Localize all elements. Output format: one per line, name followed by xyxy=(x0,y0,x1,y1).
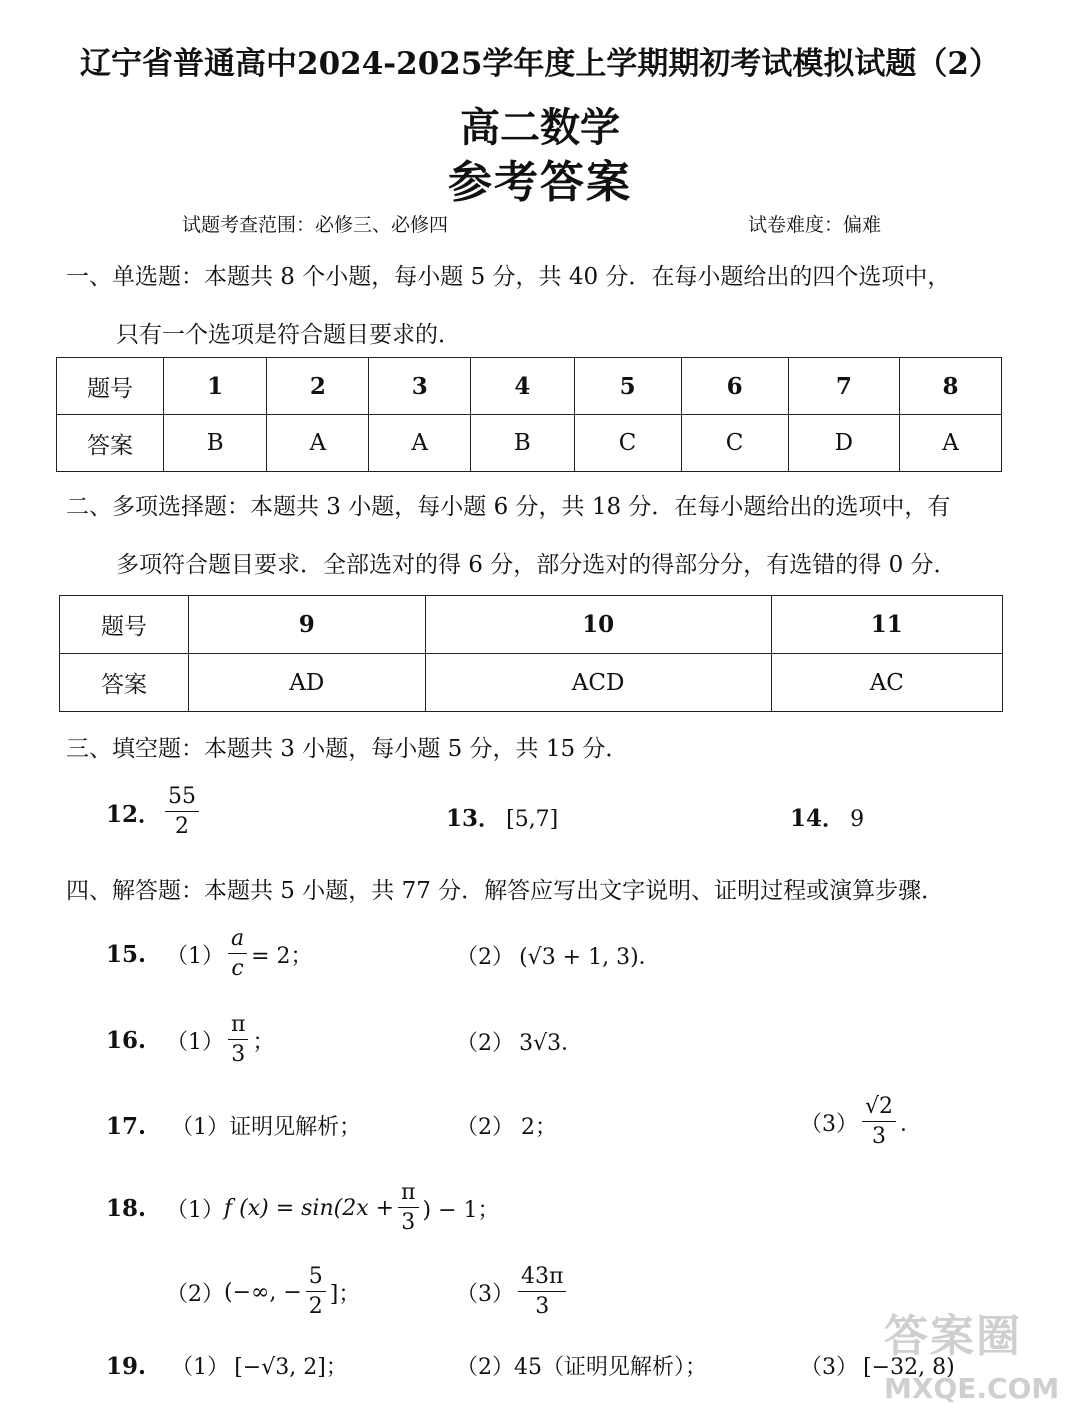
answer-value: [−32, 8) xyxy=(863,1355,955,1380)
answer-value: （2） 2； xyxy=(456,1115,557,1140)
answer-q17-part3 xyxy=(800,1096,922,1148)
section3-instructions: 三、填空题：本题共 3 小题，每小题 5 分，共 15 分． xyxy=(66,736,629,762)
question-number-cell: 5 xyxy=(574,358,681,415)
formula-rest: ) − 1； xyxy=(422,1197,500,1223)
question-number: 16. xyxy=(106,1026,147,1054)
answer-cell: A xyxy=(267,415,369,472)
question-number-cell: 2 xyxy=(267,358,369,415)
question-number-cell: 8 xyxy=(900,358,1002,415)
part-label: （3） xyxy=(456,1281,514,1307)
exam-scope: 试题考查范围：必修三、必修四 xyxy=(182,214,449,236)
question-number: 13． xyxy=(446,805,502,832)
question-number: 19. xyxy=(106,1353,147,1380)
section4-instructions: 四、解答题：本题共 5 小题，共 77 分．解答应写出文字说明、证明过程或演算步骤． xyxy=(66,878,945,904)
header-cell-number: 题号 xyxy=(57,358,164,415)
multi-choice-answer-table xyxy=(59,595,1003,712)
answer-q16-part2 xyxy=(456,1026,583,1057)
denominator: 3 xyxy=(231,1042,246,1067)
answer-value: [−√3, 2]； xyxy=(234,1355,348,1380)
question-number-cell: 9 xyxy=(189,596,426,654)
numerator: 55 xyxy=(165,786,199,812)
denominator: 2 xyxy=(175,814,190,839)
part-label: （2） xyxy=(456,1031,514,1056)
answer-value: （1）证明见解析； xyxy=(171,1115,362,1140)
formula-rest: ]； xyxy=(329,1281,361,1307)
answer-cell: C xyxy=(574,415,681,472)
answer-q18-part1 xyxy=(106,1182,500,1234)
watermark-url: MXQE.COM xyxy=(884,1372,1060,1405)
exam-difficulty: 试卷难度：偏难 xyxy=(748,214,882,236)
single-choice-answer-table xyxy=(56,357,1002,472)
fraction xyxy=(862,1096,896,1148)
question-number: 18. xyxy=(106,1194,147,1222)
section1-instructions-line1: 一、单选题：本题共 8 个小题，每小题 5 分，共 40 分．在每小题给出的四个选项中， xyxy=(66,264,951,290)
section1-instructions-line2: 只有一个选项是符合题目要求的． xyxy=(116,322,461,348)
numerator: a xyxy=(228,928,247,954)
answer-cell: B xyxy=(471,415,574,472)
formula-lhs: (−∞, − xyxy=(224,1279,302,1305)
header-cell-number: 题号 xyxy=(60,596,189,654)
question-number-cell: 7 xyxy=(788,358,899,415)
numerator: π xyxy=(228,1014,248,1040)
answer-cell: A xyxy=(369,415,471,472)
fraction xyxy=(306,1266,326,1318)
answer-q19-part2 xyxy=(456,1350,707,1381)
numerator: 5 xyxy=(306,1266,326,1292)
part-label: （1） xyxy=(171,1355,230,1380)
header-cell-answer: 答案 xyxy=(60,654,189,712)
part-label: （1） xyxy=(166,1029,224,1055)
section2-instructions-line2: 多项符合题目要求．全部选对的得 6 分，部分选对的得部分分，有选错的得 0 分． xyxy=(116,552,957,578)
answer-value: （2）45（证明见解析）； xyxy=(456,1355,707,1380)
question-number-cell: 1 xyxy=(164,358,267,415)
question-number-cell: 11 xyxy=(771,596,1002,654)
answer-q17-part2 xyxy=(456,1110,557,1141)
question-number-cell: 6 xyxy=(681,358,788,415)
denominator: c xyxy=(231,956,244,981)
answer-q19-part1 xyxy=(106,1350,348,1381)
formula-lhs: f (x) = sin(2x + xyxy=(224,1195,395,1221)
table-row xyxy=(57,415,1002,472)
numerator: π xyxy=(398,1182,418,1208)
answer-cell: AD xyxy=(189,654,426,712)
answer-value: 3√3． xyxy=(519,1031,584,1056)
answer-value: = 2； xyxy=(251,943,313,969)
answer-value: (√3 + 1, 3)． xyxy=(519,945,661,970)
table-row xyxy=(57,358,1002,415)
table-row xyxy=(60,654,1003,712)
answer-value: [5,7] xyxy=(506,807,559,832)
question-number-cell: 4 xyxy=(471,358,574,415)
fraction xyxy=(518,1266,566,1318)
answer-q13 xyxy=(446,800,558,833)
part-label: （1） xyxy=(166,943,224,969)
answer-value: ； xyxy=(252,1029,275,1055)
answer-q18-part3 xyxy=(456,1266,570,1318)
question-number-cell: 3 xyxy=(369,358,471,415)
fraction xyxy=(165,786,199,838)
watermark-logo: 答案圈 xyxy=(884,1311,1022,1362)
header-cell-answer: 答案 xyxy=(57,415,164,472)
fraction xyxy=(228,1014,248,1066)
subject-title: 高二数学 xyxy=(460,104,620,151)
answer-q16-part1 xyxy=(106,1014,274,1066)
answer-q15-part1 xyxy=(106,928,313,980)
answer-q18-part2 xyxy=(166,1266,360,1318)
answer-cell: D xyxy=(788,415,899,472)
answer-q15-part2 xyxy=(456,940,661,971)
answer-cell: B xyxy=(164,415,267,472)
answer-q14 xyxy=(790,800,864,833)
fraction xyxy=(398,1182,418,1234)
table-row xyxy=(60,596,1003,654)
denominator: 2 xyxy=(308,1294,323,1319)
part-label: （1） xyxy=(166,1197,224,1223)
answer-q12 xyxy=(106,786,203,838)
part-label: （2） xyxy=(166,1281,224,1307)
denominator: 3 xyxy=(872,1124,886,1149)
question-number: 12． xyxy=(106,800,162,828)
question-number: 17. xyxy=(106,1113,147,1140)
question-number: 14． xyxy=(790,805,846,832)
fraction xyxy=(228,928,247,980)
answer-cell: ACD xyxy=(425,654,771,712)
question-number: 15. xyxy=(106,940,147,968)
answer-cell: AC xyxy=(771,654,1002,712)
part-label: （2） xyxy=(456,945,514,970)
answer-cell: A xyxy=(900,415,1002,472)
denominator: 3 xyxy=(535,1294,550,1319)
section2-instructions-line1: 二、多项选择题：本题共 3 小题，每小题 6 分，共 18 分．在每小题给出的选项中，有 xyxy=(66,494,951,520)
answer-key-heading: 参考答案 xyxy=(448,157,632,208)
answer-value: ． xyxy=(900,1111,923,1137)
part-label: （3） xyxy=(800,1111,858,1137)
answer-q17-part1 xyxy=(106,1110,361,1141)
question-number-cell: 10 xyxy=(425,596,771,654)
numerator: 43π xyxy=(518,1266,566,1292)
answer-value: 9 xyxy=(850,807,865,832)
exam-title: 辽宁省普通高中2024-2025学年度上学期期初考试模拟试题（2） xyxy=(80,46,1000,82)
denominator: 3 xyxy=(401,1210,416,1235)
answer-cell: C xyxy=(681,415,788,472)
part-label: （3） xyxy=(800,1355,858,1380)
numerator: √2 xyxy=(862,1096,896,1122)
